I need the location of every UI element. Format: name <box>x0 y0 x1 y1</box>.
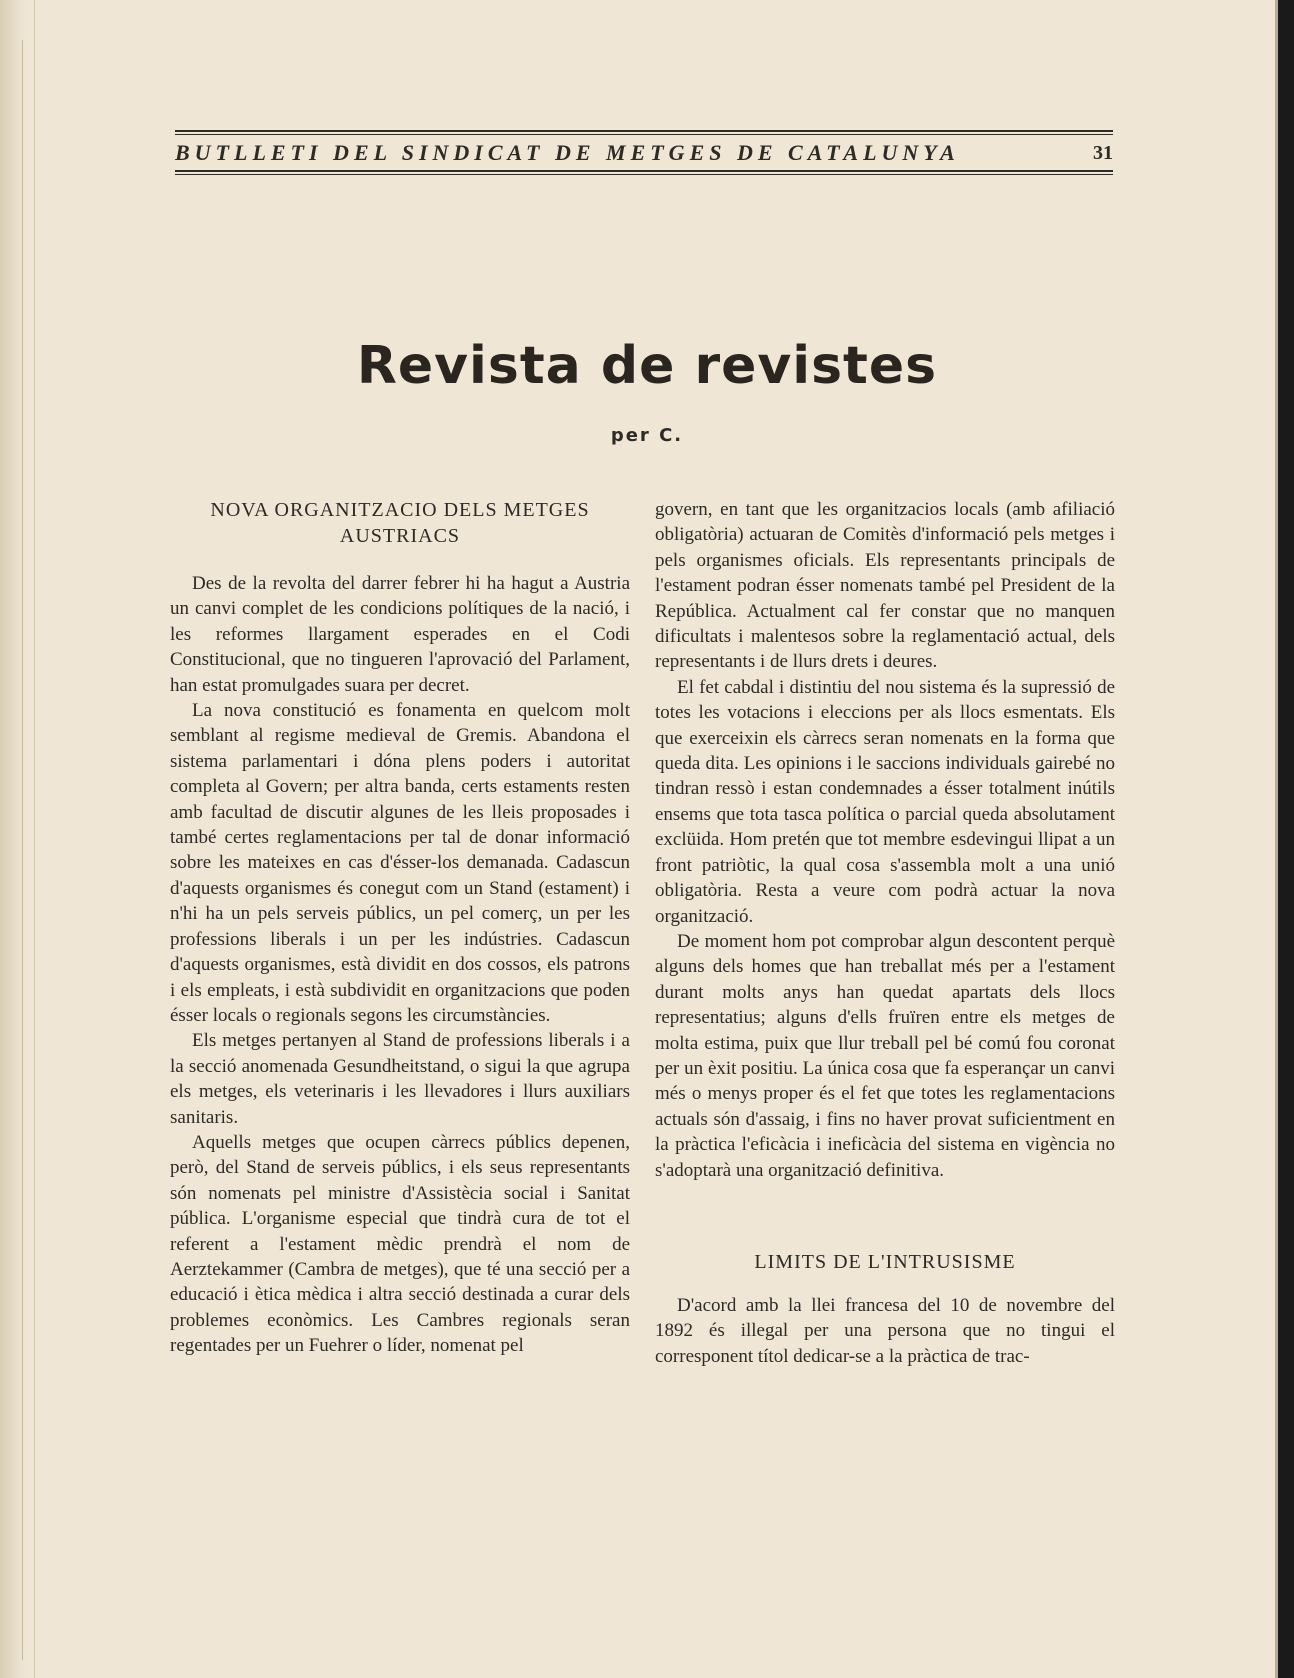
header-rule-top <box>175 130 1113 132</box>
paragraph: La nova constitució es fonamenta en quelcom molt semblant al regisme medieval de Gremis. Abandona el sistema parlamentari i dóna plens poders i autoritat completa al Govern; per altra banda, certs estaments resten amb facultad de discutir algunes de les lleis proposades i també certes reglamentacions per tal de donar informació sobre les mateixes en cas d'ésser-los demanada. Cadascun d'aquests organismes és conegut com un Stand (estament) i n'hi ha un pels serveis públics, un pel comerç, un per les professions liberals i un per les indústries. Cadascun d'aquests organismes, està dividit en dos cossos, els patrons i els empleats, i està subdividit en organitzacions que poden ésser locals o regionals segons les circumstàncies. <box>170 700 630 1026</box>
article-byline: per C. <box>610 425 684 446</box>
paragraph: De moment hom pot comprobar algun descontent perquè alguns dels homes que han treballat més per a l'estament durant molts anys han quedat apartats dels llocs representatius; alguns d'ells fruïren entre els metges de molta estima, puix que llur treball pel bé comú fou coronat per un èxit positiu. La única cosa que fa esperançar un canvi més o menys proper és el fet que totes les reglamentacions actuals són d'assaig, i fins no haver provat suficientment en la pràctica l'eficàcia i ineficàcia del sistema en vigència no s'adoptarà una organització definitiva. <box>655 930 1115 1181</box>
left-column <box>170 497 630 1359</box>
paragraph: Des de la revolta del darrer febrer hi ha hagut a Austria un canvi complet de les condicions polítiques de la nació, i les reformes llargament esperades en el Codi Constitucional, que no tingueren l'aprovació del Parlament, han estat promulgades suara per decret. <box>170 573 630 696</box>
journal-title: BUTLLETI DEL SINDICAT DE METGES DE CATALUNYA <box>175 140 960 165</box>
paragraph: govern, en tant que les organitzacios locals (amb afiliació obligatòria) actuaran de Comitès d'informació pels metges i pels organismes oficials. Els representants principals de l'estament podran ésser nomenats també pel President de la República. Actualment cal fer constar que no manquen dificultats i malentesos sobre la reglamentació actual, dels representants i de llurs drets i deures. <box>655 499 1115 673</box>
paragraph: El fet cabdal i distintiu del nou sistema és la supressió de totes les votacions i eleccions per als llocs esmentats. Els que exerceixin els càrrecs seran nomenats en la forma que queda dita. Les opinions i le saccions individuals gairebé no tindran ressò i estan condemnades a ésser totalment inútils ensems que tota tasca política o parcial queda absolutament exclüida. Hom pretén que tot membre esdevingui llipat a un front patriòtic, la qual cosa s'assembla molt a una unió obligatòria. Resta a veure com podrà actuar la nova organització. <box>655 676 1115 927</box>
paragraph: D'acord amb la llei francesa del 10 de novembre del 1892 és illegal per una persona que no tingui el corresponent títol dedicar-se a la pràctica de trac- <box>655 1294 1115 1367</box>
article-title: Revista de revistes <box>356 336 938 396</box>
right-column <box>655 497 1115 1369</box>
paragraph: Aquells metges que ocupen càrrecs públics depenen, però, del Stand de serveis públics, i els seus representants són nomenats pel ministre d'Assistècia social i Sanitat pública. L'organisme especial que tindrà cura de tot el referent a l'estament mèdic prendrà el nom de Aerztekammer (Cambra de metges), que té una secció per a educació i ètica mèdica i altra secció destinada a curar dels problemes econòmics. Les Cambres regionals seran regentades per un Fuehrer o líder, nomenat pel <box>170 1131 630 1357</box>
running-header <box>175 130 1113 175</box>
section-heading: LIMITS DE L'INTRUSISME <box>754 1250 1016 1273</box>
section-heading-line: NOVA ORGANITZACIO DELS METGES <box>210 499 590 521</box>
section-heading-line: AUSTRIACS <box>339 525 461 547</box>
page-number: 31 <box>1093 141 1113 164</box>
header-rule-bottom-thin <box>175 174 1113 175</box>
section-heading <box>170 497 630 549</box>
paragraph: Els metges pertanyen al Stand de professions liberals i a la secció anomenada Gesundheitstand, o sigui la que agrupa els metges, els veterinaris i les llevadores i llurs auxiliars sanitaris. <box>170 1030 630 1128</box>
header-rule-bottom <box>175 170 1113 172</box>
page-binding-edge <box>0 0 35 1678</box>
